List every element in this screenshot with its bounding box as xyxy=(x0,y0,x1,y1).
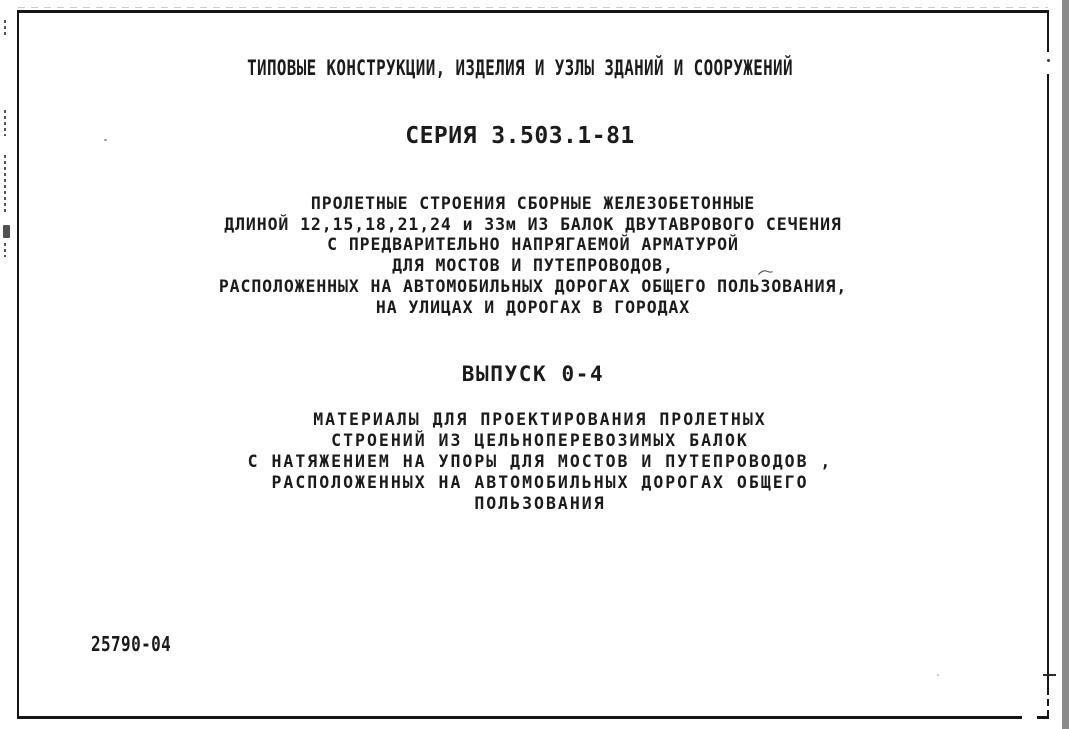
subtitle-line: С НАТЯЖЕНИЕМ НА УПОРЫ ДЛЯ МОСТОВ И ПУТЕПРОВОДОВ , xyxy=(247,452,833,471)
document-number: 25790-04 xyxy=(91,632,172,656)
subtitle-line: МАТЕРИАЛЫ ДЛЯ ПРОЕКТИРОВАНИЯ ПРОЛЕТНЫХ xyxy=(313,410,767,429)
main-title-line: С ПРЕДВАРИТЕЛЬНО НАПРЯГАЕМОЙ АРМАТУРОЙ xyxy=(327,235,739,255)
frame-top-speckle xyxy=(18,7,1048,8)
margin-annotation xyxy=(4,243,6,257)
subtitle-line: СТРОЕНИЙ ИЗ ЦЕЛЬНОПЕРЕВОЗИМЫХ БАЛОК xyxy=(331,431,749,450)
scan-speck xyxy=(1047,59,1050,62)
margin-annotation xyxy=(4,155,6,215)
subtitle-line: РАСПОЛОЖЕННЫХ НА АВТОМОБИЛЬНЫХ ДОРОГАХ ОБЩЕГО xyxy=(271,473,809,492)
margin-annotation xyxy=(3,225,10,238)
frame-gap xyxy=(1045,52,1053,74)
main-title-line: РАСПОЛОЖЕННЫХ НА АВТОМОБИЛЬНЫХ ДОРОГАХ ОБЩЕГО ПОЛЬЗОВАНИЯ, xyxy=(218,276,848,296)
margin-annotation xyxy=(4,20,6,37)
subtitle-block xyxy=(24,409,1056,514)
subtitle-line: ПОЛЬЗОВАНИЯ xyxy=(474,494,606,513)
document-header: ТИПОВЫЕ КОНСТРУКЦИИ, ИЗДЕЛИЯ И УЗЛЫ ЗДАНИЙ И СООРУЖЕНИЙ xyxy=(247,56,793,80)
main-title-line: ДЛЯ МОСТОВ И ПУТЕПРОВОДОВ, xyxy=(392,256,674,276)
frame-gap xyxy=(1022,716,1037,723)
series-title: СЕРИЯ 3.503.1-81 xyxy=(405,123,635,149)
border-tick-mark xyxy=(1043,674,1056,676)
frame-gap xyxy=(1045,706,1053,710)
main-title-line: ДЛИНОЙ 12,15,18,21,24 и 33м ИЗ БАЛОК ДВУТАВРОВОГО СЕЧЕНИЯ xyxy=(224,214,842,234)
scan-speck xyxy=(937,674,939,676)
frame-gap xyxy=(1045,695,1053,699)
issue-title: ВЫПУСК 0-4 xyxy=(461,362,605,386)
main-title-line: НА УЛИЦАХ И ДОРОГАХ В ГОРОДАХ xyxy=(375,297,691,317)
main-title-block xyxy=(17,194,1049,318)
scan-edge-strip xyxy=(1062,0,1069,729)
main-title-line: ПРОЛЕТНЫЕ СТРОЕНИЯ СБОРНЫЕ ЖЕЛЕЗОБЕТОННЫЕ xyxy=(310,194,756,213)
